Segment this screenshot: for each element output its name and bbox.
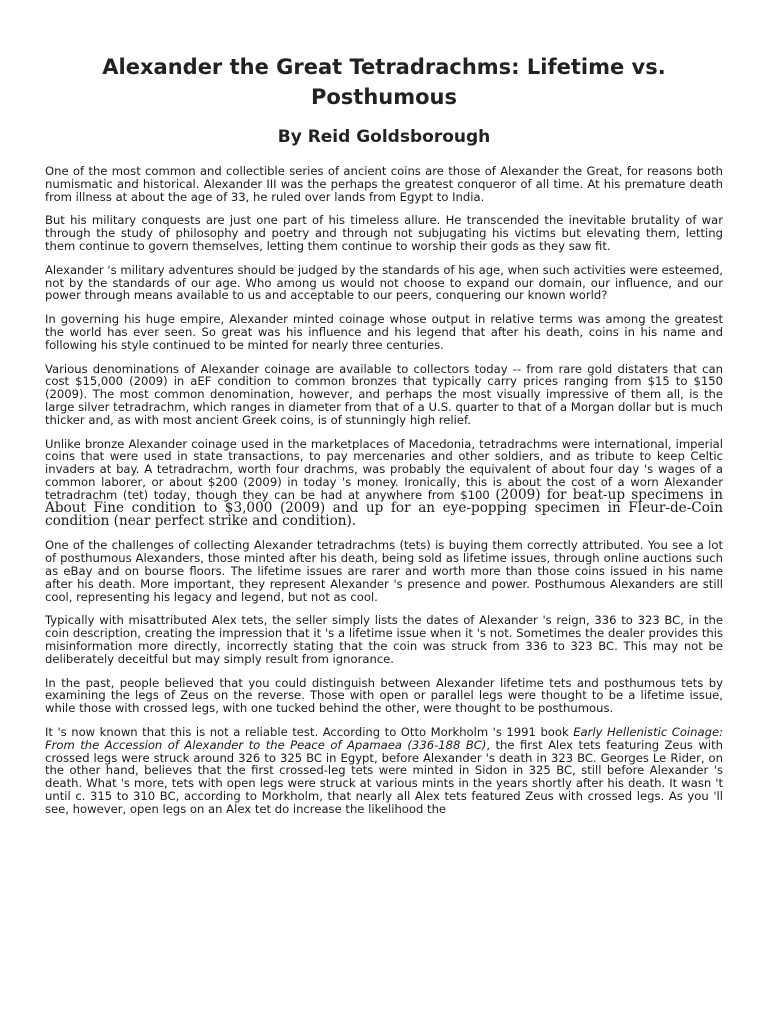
paragraph: Typically with misattributed Alex tets, the seller simply lists the dates of Alexander 's reign, 336 to 323 BC, in the coin description, creating the impression that it 's a lifetime issue when it 's not. Sometimes the dealer provides this misinformation more directly, incorrectly stating that the coin was struck from 336 to 323 BC. This may not be deliberately deceitful but may simply result from ignorance. (45, 613, 723, 666)
book-title: Early Hellenistic Coinage: From the Accession of Alexander to the Peace of Apamaea (336-188 BC) (45, 724, 723, 752)
paragraph: One of the most common and collectible series of ancient coins are those of Alexander the Great, for reasons both numismatic and historical. Alexander III was the perhaps the greatest conqueror of all time. At his premature death from illness at about the age of 33, he ruled over lands from Egypt to India. (45, 164, 723, 204)
paragraph-text: It 's now known that this is not a reliable test. According to Otto Morkholm 's 1991 book (45, 724, 574, 739)
article-body (45, 165, 723, 826)
paragraph (45, 726, 723, 816)
paragraph: One of the challenges of collecting Alexander tetradrachms (tets) is buying them correctly attributed. You see a lot of posthumous Alexanders, those minted after his death, being sold as lifetime issues, through online auctions such as eBay and on bourse floors. The lifetime issues are rarer and worth more than those coins issued in his name after his death. More important, they represent Alexander 's presence and power. Posthumous Alexanders are still cool, representing his legacy and legend, but not as cool. (45, 538, 723, 604)
paragraph: In governing his huge empire, Alexander minted coinage whose output in relative terms was among the greatest the world has ever seen. So great was his influence and his legend that after his death, coins in his name and following his style continued to be minted for nearly three centuries. (45, 312, 723, 352)
paragraph (45, 438, 723, 529)
article-title: Alexander the Great Tetradrachms: Lifetime vs. Posthumous (102, 55, 666, 109)
paragraph-text: , the first Alex tets featuring Zeus with crossed legs were struck around 326 to 325 BC in Egypt, before Alexander 's death in 323 BC. Georges Le Rider, on the other hand, believes that the first crossed-leg tets were minted in Sidon in 325 BC, still before Alexander 's death. What 's more, tets with open legs were struck at various mints in the years shortly after his death. It wasn 't until c. 315 to 310 BC, according to Morkholm, that nearly all Alex tets featured Zeus with crossed legs. As you 'll see, however, open legs on an Alex tet do increase the likelihood the (45, 737, 723, 816)
paragraph: But his military conquests are just one part of his timeless allure. He transcended the inevitable brutality of war through the study of philosophy and poetry and through not subjugating his victims but elevating them, letting them continue to govern themselves, letting them continue to worship their gods as they saw fit. (45, 213, 723, 253)
article-byline: By Reid Goldsborough (277, 127, 491, 147)
paragraph-text: Unlike bronze Alexander coinage used in the marketplaces of Macedonia, tetradrachms were international, imperial coins that were used in state transactions, to pay mercenaries and other soldiers, and as tribute to keep Celtic invaders at bay. A tetradrachm, worth four drachms, was probably the equivalent of about four day 's wages of a common laborer, or about $200 (2009) in today 's money. Ironically, this is about the cost of a worn Alexander tetradrachm (tet) today, though they can be had at anywhere from $100 (45, 436, 723, 502)
paragraph: Alexander 's military adventures should be judged by the standards of his age, when such activities were esteemed, not by the standards of our age. Who among us would not choose to expand our domain, our influence, and our power through means available to us and acceptable to our peers, conquering our known world? (45, 262, 723, 303)
paragraph-text-serif: (2009) for beat-up specimens in About Fine condition to $3,000 (2009) and up for an eye-popping specimen in Fleur-de-Coin condition (near perfect strike and condition). (45, 486, 723, 530)
paragraph: Various denominations of Alexander coinage are available to collectors today -- from rare gold distaters that can cost $15,000 (2009) in aEF condition to common bronzes that typically carry prices ranging from $15 to $150 (2009). The most common denomination, however, and perhaps the most visually impressive of them all, is the large silver tetradrachm, which ranges in diameter from that of a U.S. quarter to that of a Morgan dollar but is much thicker and, as with most ancient Greek coins, is of stunningly high relief. (45, 361, 723, 427)
paragraph: In the past, people believed that you could distinguish between Alexander lifetime tets and posthumous tets by examining the legs of Zeus on the reverse. Those with open or parallel legs were thought to be a lifetime issue, while those with crossed legs, with one tucked behind the other, were thought to be posthumous. (45, 675, 723, 716)
